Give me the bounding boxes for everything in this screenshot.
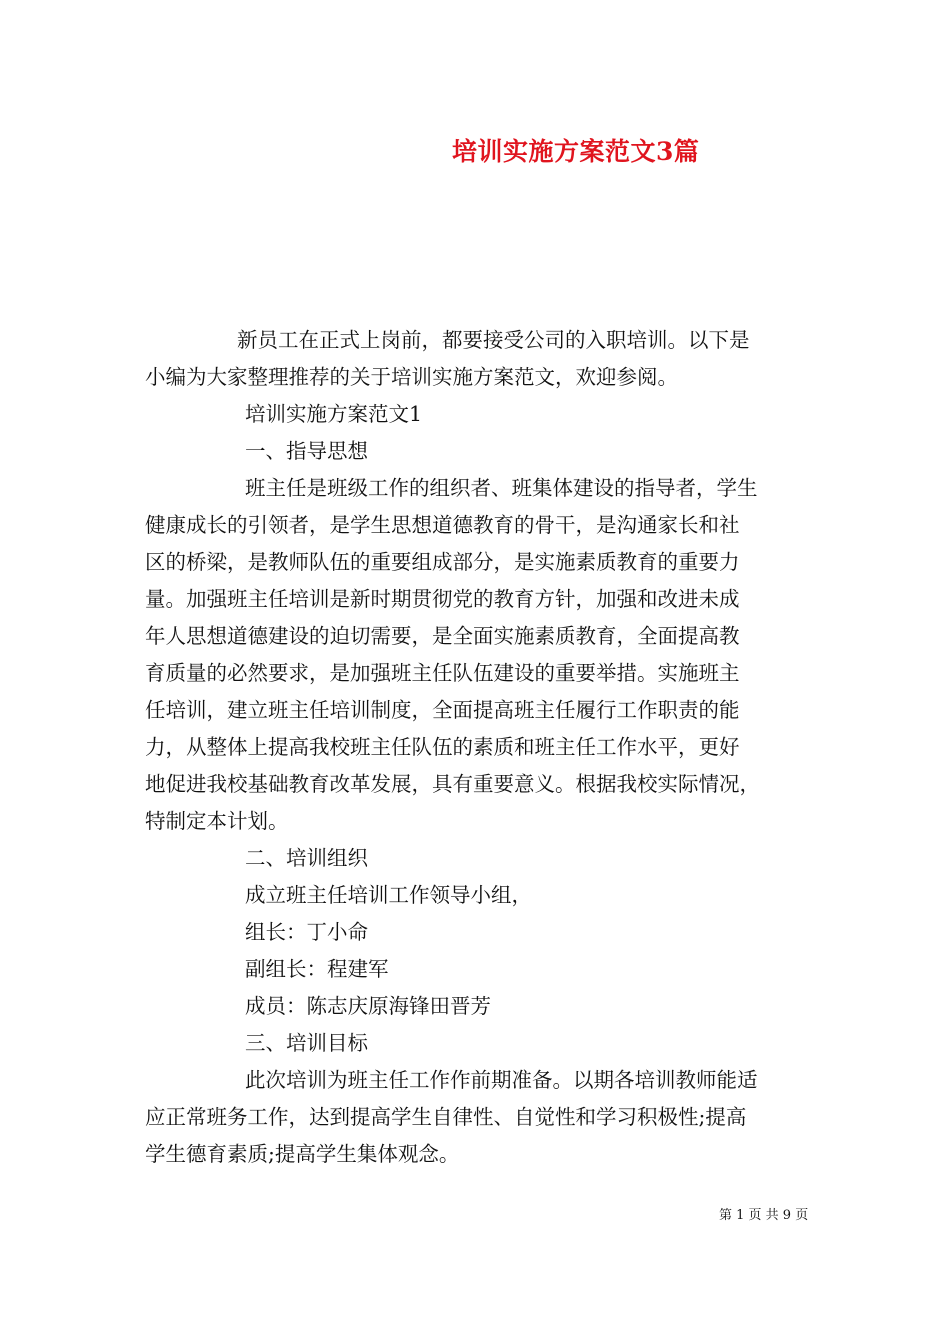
text-line: 健康成长的引领者，是学生思想道德教育的骨干，是沟通家长和社 [145, 513, 740, 537]
text-line: 小编为大家整理推荐的关于培训实施方案范文，欢迎参阅。 [145, 365, 678, 389]
page-number: 第 1 页 共 9 页 [719, 1208, 809, 1223]
text-line: 量。加强班主任培训是新时期贯彻党的教育方针，加强和改进未成 [145, 587, 740, 611]
text-line: 特制定本计划。 [145, 809, 289, 833]
text-line: 年人思想道德建设的迫切需要，是全面实施素质教育，全面提高教 [145, 624, 740, 648]
text-line: 二、培训组织 [245, 846, 368, 870]
text-line: 组长：丁小命 [245, 920, 368, 944]
text-line: 班主任是班级工作的组织者、班集体建设的指导者，学生 [245, 476, 758, 500]
document-title: 培训实施方案范文3篇 [452, 137, 700, 166]
text-line: 成员：陈志庆原海锋田晋芳 [245, 994, 491, 1018]
text-line: 任培训，建立班主任培训制度，全面提高班主任履行工作职责的能 [145, 698, 740, 722]
text-line: 区的桥梁，是教师队伍的重要组成部分，是实施素质教育的重要力 [145, 550, 740, 574]
text-line: 成立班主任培训工作领导小组， [245, 883, 532, 907]
text-line: 副组长：程建军 [245, 957, 389, 981]
text-line: 力，从整体上提高我校班主任队伍的素质和班主任工作水平，更好 [145, 735, 740, 759]
text-line: 应正常班务工作，达到提高学生自律性、自觉性和学习积极性;提高 [145, 1105, 747, 1129]
text-line: 一、指导思想 [245, 439, 368, 463]
text-line: 培训实施方案范文1 [245, 402, 423, 426]
text-line: 新员工在正式上岗前，都要接受公司的入职培训。以下是 [237, 328, 750, 352]
text-line: 学生德育素质;提高学生集体观念。 [145, 1142, 460, 1166]
text-line: 三、培训目标 [245, 1031, 368, 1055]
text-line: 育质量的必然要求，是加强班主任队伍建设的重要举措。实施班主 [145, 661, 740, 685]
text-line: 地促进我校基础教育改革发展，具有重要意义。根据我校实际情况， [145, 772, 760, 796]
text-line: 此次培训为班主任工作作前期准备。以期各培训教师能适 [245, 1068, 758, 1092]
